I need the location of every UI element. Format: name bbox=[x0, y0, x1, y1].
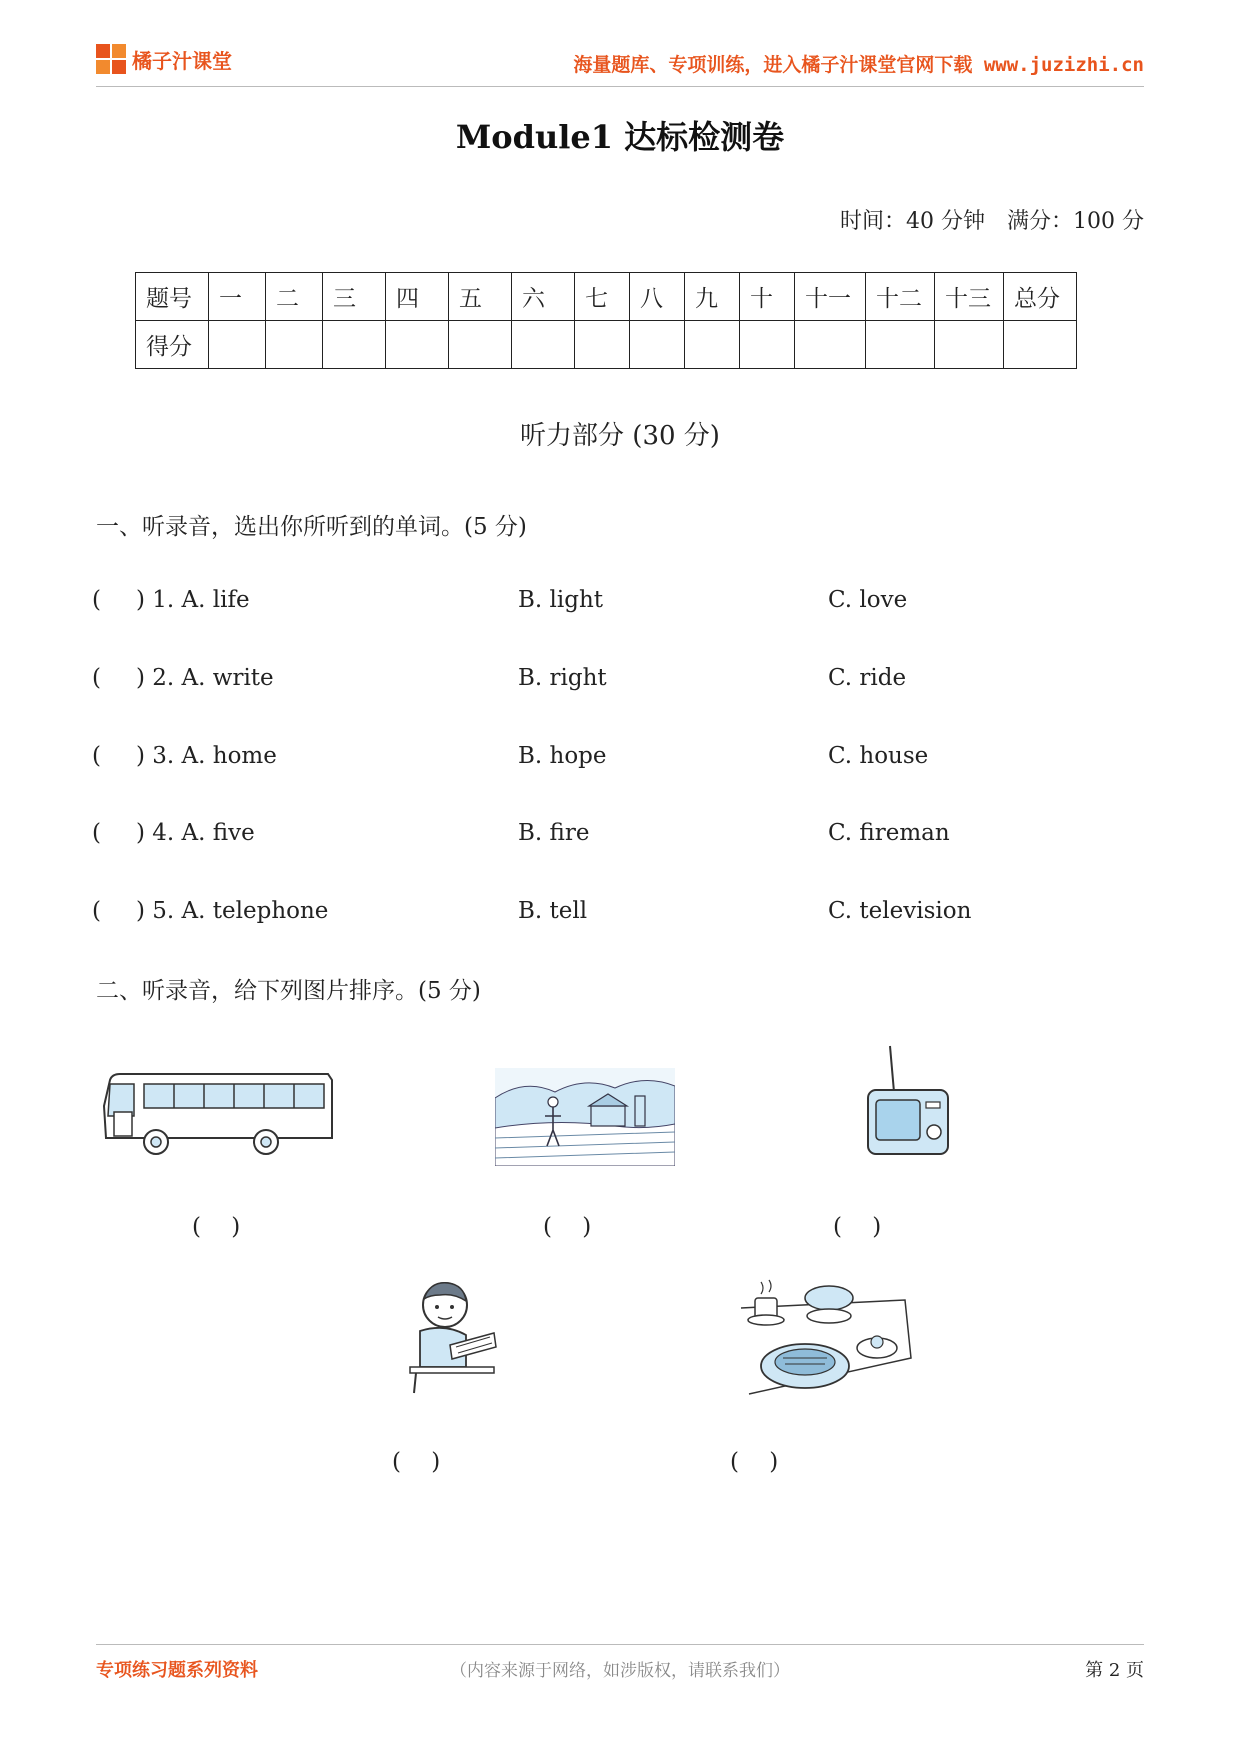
question-1-heading: 一、听录音，选出你所听到的单词。(5 分) bbox=[96, 514, 527, 540]
score-cell[interactable] bbox=[323, 321, 386, 369]
option-b: B. fire bbox=[518, 820, 590, 846]
table-cell: 二 bbox=[266, 273, 323, 321]
order-blank-1[interactable]: ( ) bbox=[192, 1214, 241, 1240]
score-cell[interactable] bbox=[209, 321, 266, 369]
answer-blank[interactable]: ( bbox=[92, 820, 101, 846]
table-cell: 八 bbox=[630, 273, 685, 321]
score-cell[interactable] bbox=[575, 321, 630, 369]
footer-copyright-note: （内容来源于网络，如涉版权，请联系我们） bbox=[450, 1661, 790, 1681]
boy-with-keyboard-icon bbox=[390, 1275, 500, 1395]
question-2-heading: 二、听录音，给下列图片排序。(5 分) bbox=[96, 978, 481, 1004]
option-a: ) 2. A. write bbox=[136, 665, 274, 691]
table-cell: 得分 bbox=[136, 321, 209, 369]
score-cell[interactable] bbox=[935, 321, 1004, 369]
option-b: B. light bbox=[518, 587, 604, 613]
answer-blank[interactable]: ( bbox=[92, 665, 101, 691]
table-cell: 六 bbox=[512, 273, 575, 321]
score-cell[interactable] bbox=[866, 321, 935, 369]
option-b: B. hope bbox=[518, 743, 607, 769]
order-blank-5[interactable]: ( ) bbox=[730, 1449, 779, 1475]
farm-landscape-icon bbox=[495, 1068, 675, 1166]
score-table-header-row bbox=[136, 273, 1077, 321]
table-cell: 五 bbox=[449, 273, 512, 321]
table-cell: 题号 bbox=[136, 273, 209, 321]
brand-logo bbox=[96, 44, 232, 74]
order-blank-3[interactable]: ( ) bbox=[833, 1214, 882, 1240]
score-cell[interactable] bbox=[1004, 321, 1077, 369]
radio-icon bbox=[862, 1042, 954, 1162]
option-b: B. right bbox=[518, 665, 607, 691]
score-table-score-row bbox=[136, 321, 1077, 369]
header-divider bbox=[96, 86, 1144, 87]
time-info: 时间：40 分钟 满分：100 分 bbox=[840, 209, 1144, 234]
table-cell: 十二 bbox=[866, 273, 935, 321]
score-cell[interactable] bbox=[740, 321, 795, 369]
option-c: C. love bbox=[828, 587, 908, 613]
score-table bbox=[135, 272, 1077, 369]
option-a: ) 1. A. life bbox=[136, 587, 250, 613]
order-blank-2[interactable]: ( ) bbox=[543, 1214, 592, 1240]
table-cell: 四 bbox=[386, 273, 449, 321]
score-cell[interactable] bbox=[795, 321, 866, 369]
table-cell: 总分 bbox=[1004, 273, 1077, 321]
table-cell: 九 bbox=[685, 273, 740, 321]
page-number: 第 2 页 bbox=[1085, 1660, 1144, 1681]
table-cell: 一 bbox=[209, 273, 266, 321]
section-title: 听力部分 (30 分) bbox=[520, 421, 720, 451]
table-cell: 七 bbox=[575, 273, 630, 321]
table-cell: 三 bbox=[323, 273, 386, 321]
score-cell[interactable] bbox=[685, 321, 740, 369]
option-c: C. fireman bbox=[828, 820, 950, 846]
brand-name: 橘子汁课堂 bbox=[132, 48, 232, 73]
table-cell: 十 bbox=[740, 273, 795, 321]
footer-divider bbox=[96, 1644, 1144, 1645]
bus-icon bbox=[100, 1070, 336, 1162]
answer-blank[interactable]: ( bbox=[92, 743, 101, 769]
option-c: C. ride bbox=[828, 665, 907, 691]
logo-mark-icon bbox=[96, 44, 126, 74]
option-a: ) 4. A. five bbox=[136, 820, 255, 846]
option-a: ) 3. A. home bbox=[136, 743, 277, 769]
option-b: B. tell bbox=[518, 898, 588, 924]
footer-series: 专项练习题系列资料 bbox=[96, 1660, 258, 1681]
score-cell[interactable] bbox=[512, 321, 575, 369]
answer-blank[interactable]: ( bbox=[92, 587, 101, 613]
score-cell[interactable] bbox=[386, 321, 449, 369]
option-c: C. house bbox=[828, 743, 929, 769]
table-cell: 十一 bbox=[795, 273, 866, 321]
order-blank-4[interactable]: ( ) bbox=[392, 1449, 441, 1475]
score-cell[interactable] bbox=[630, 321, 685, 369]
option-a: ) 5. A. telephone bbox=[136, 898, 329, 924]
option-c: C. television bbox=[828, 898, 972, 924]
answer-blank[interactable]: ( bbox=[92, 898, 101, 924]
score-cell[interactable] bbox=[266, 321, 323, 369]
score-cell[interactable] bbox=[449, 321, 512, 369]
table-cell: 十三 bbox=[935, 273, 1004, 321]
header-slogan: 海量题库、专项训练，进入橘子汁课堂官网下载 www.juzizhi.cn bbox=[573, 54, 1144, 76]
page-title: Module1 达标检测卷 bbox=[455, 118, 785, 156]
breakfast-table-icon bbox=[735, 1278, 915, 1398]
